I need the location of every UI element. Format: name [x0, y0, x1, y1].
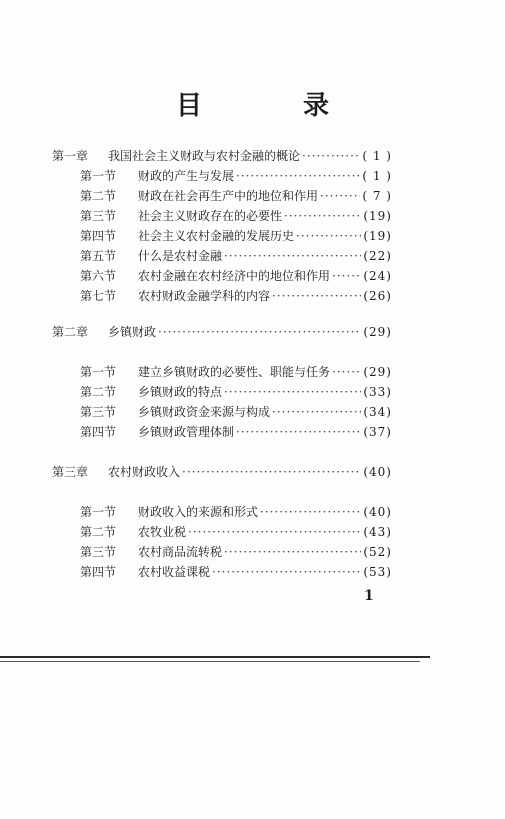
chapter-title: 乡镇财政 — [108, 325, 157, 339]
section-page: (43) — [363, 525, 392, 539]
section-title: 农村商品流转税 — [138, 545, 223, 559]
section-title: 什么是农村金融 — [138, 249, 223, 263]
section-label: 第五节 — [80, 249, 117, 263]
toc-section[interactable] — [80, 188, 392, 204]
section-label: 第二节 — [80, 385, 117, 399]
section-page: (37) — [363, 425, 392, 439]
toc-section[interactable] — [80, 524, 392, 540]
dot-leader — [296, 228, 361, 244]
section-label: 第一节 — [80, 365, 117, 379]
dot-leader — [224, 544, 361, 560]
section-label: 第六节 — [80, 269, 117, 283]
section-title: 农牧业税 — [138, 525, 187, 539]
section-label: 第一节 — [80, 169, 117, 183]
dot-leader — [302, 148, 360, 164]
dot-leader — [332, 364, 361, 380]
section-label: 第四节 — [80, 229, 117, 243]
dot-leader — [224, 248, 361, 264]
toc-section[interactable] — [80, 544, 392, 560]
dot-leader — [158, 324, 361, 340]
chapter-title: 我国社会主义财政与农村金融的概论 — [108, 149, 301, 163]
toc-section[interactable] — [80, 248, 392, 264]
chapter-page: (29) — [363, 325, 392, 339]
section-label: 第二节 — [80, 189, 117, 203]
section-page: (26) — [363, 289, 392, 303]
section-title: 社会主义财政存在的必要性 — [138, 209, 283, 223]
section-title: 社会主义农村金融的发展历史 — [138, 229, 295, 243]
chapter-label: 第二章 — [52, 325, 89, 339]
toc-section[interactable] — [80, 168, 392, 184]
chapter-page: (40) — [363, 465, 392, 479]
section-title: 财政收入的来源和形式 — [138, 505, 259, 519]
section-page: (40) — [363, 505, 392, 519]
section-label: 第二节 — [80, 525, 117, 539]
page-title: 目 录 — [175, 91, 376, 121]
section-label: 第七节 — [80, 289, 117, 303]
toc-section[interactable] — [80, 228, 392, 244]
section-title: 农村财政金融学科的内容 — [138, 289, 271, 303]
section-label: 第三节 — [80, 545, 117, 559]
section-page: ( 7 ) — [362, 189, 392, 203]
dot-leader — [212, 564, 361, 580]
dot-leader — [320, 188, 360, 204]
section-title: 乡镇财政的特点 — [138, 385, 223, 399]
bottom-rule — [0, 656, 430, 658]
toc-section[interactable] — [80, 404, 392, 420]
toc-chapter-1[interactable] — [52, 148, 392, 164]
section-label: 第三节 — [80, 209, 117, 223]
dot-leader — [272, 288, 361, 304]
dot-leader — [260, 504, 361, 520]
section-page: (34) — [363, 405, 392, 419]
chapter-title: 农村财政收入 — [108, 465, 181, 479]
section-page: (19) — [363, 229, 392, 243]
section-page: (52) — [363, 545, 392, 559]
section-page: (53) — [363, 565, 392, 579]
section-label: 第四节 — [80, 425, 117, 439]
toc-section[interactable] — [80, 208, 392, 224]
section-label: 第三节 — [80, 405, 117, 419]
chapter-label: 第一章 — [52, 149, 89, 163]
dot-leader — [188, 524, 361, 540]
section-title: 乡镇财政资金来源与构成 — [138, 405, 271, 419]
chapter-page: ( 1 ) — [362, 149, 392, 163]
section-title: 财政在社会再生产中的地位和作用 — [138, 189, 319, 203]
section-title: 农村收益课税 — [138, 565, 211, 579]
toc-chapter-3[interactable] — [52, 464, 392, 480]
section-label: 第四节 — [80, 565, 117, 579]
bottom-rule-thin — [0, 661, 420, 662]
section-title: 财政的产生与发展 — [138, 169, 235, 183]
toc-section[interactable] — [80, 424, 392, 440]
dot-leader — [236, 168, 360, 184]
section-title: 农村金融在农村经济中的地位和作用 — [138, 269, 331, 283]
toc-section[interactable] — [80, 504, 392, 520]
section-page: (29) — [363, 365, 392, 379]
chapter-label: 第三章 — [52, 465, 89, 479]
dot-leader — [284, 208, 361, 224]
toc-chapter-2[interactable] — [52, 324, 392, 340]
section-title: 乡镇财政管理体制 — [138, 425, 235, 439]
section-page: (19) — [363, 209, 392, 223]
toc-section[interactable] — [80, 268, 392, 284]
toc-section[interactable] — [80, 384, 392, 400]
page-number: 1 — [364, 588, 374, 604]
section-page: ( 1 ) — [362, 169, 392, 183]
dot-leader — [272, 404, 361, 420]
dot-leader — [182, 464, 361, 480]
section-page: (24) — [363, 269, 392, 283]
dot-leader — [332, 268, 361, 284]
toc-section[interactable] — [80, 288, 392, 304]
dot-leader — [224, 384, 361, 400]
toc-section[interactable] — [80, 564, 392, 580]
section-label: 第一节 — [80, 505, 117, 519]
dot-leader — [236, 424, 361, 440]
section-page: (33) — [363, 385, 392, 399]
toc-section[interactable] — [80, 364, 392, 380]
section-title: 建立乡镇财政的必要性、职能与任务 — [138, 365, 331, 379]
section-page: (22) — [363, 249, 392, 263]
